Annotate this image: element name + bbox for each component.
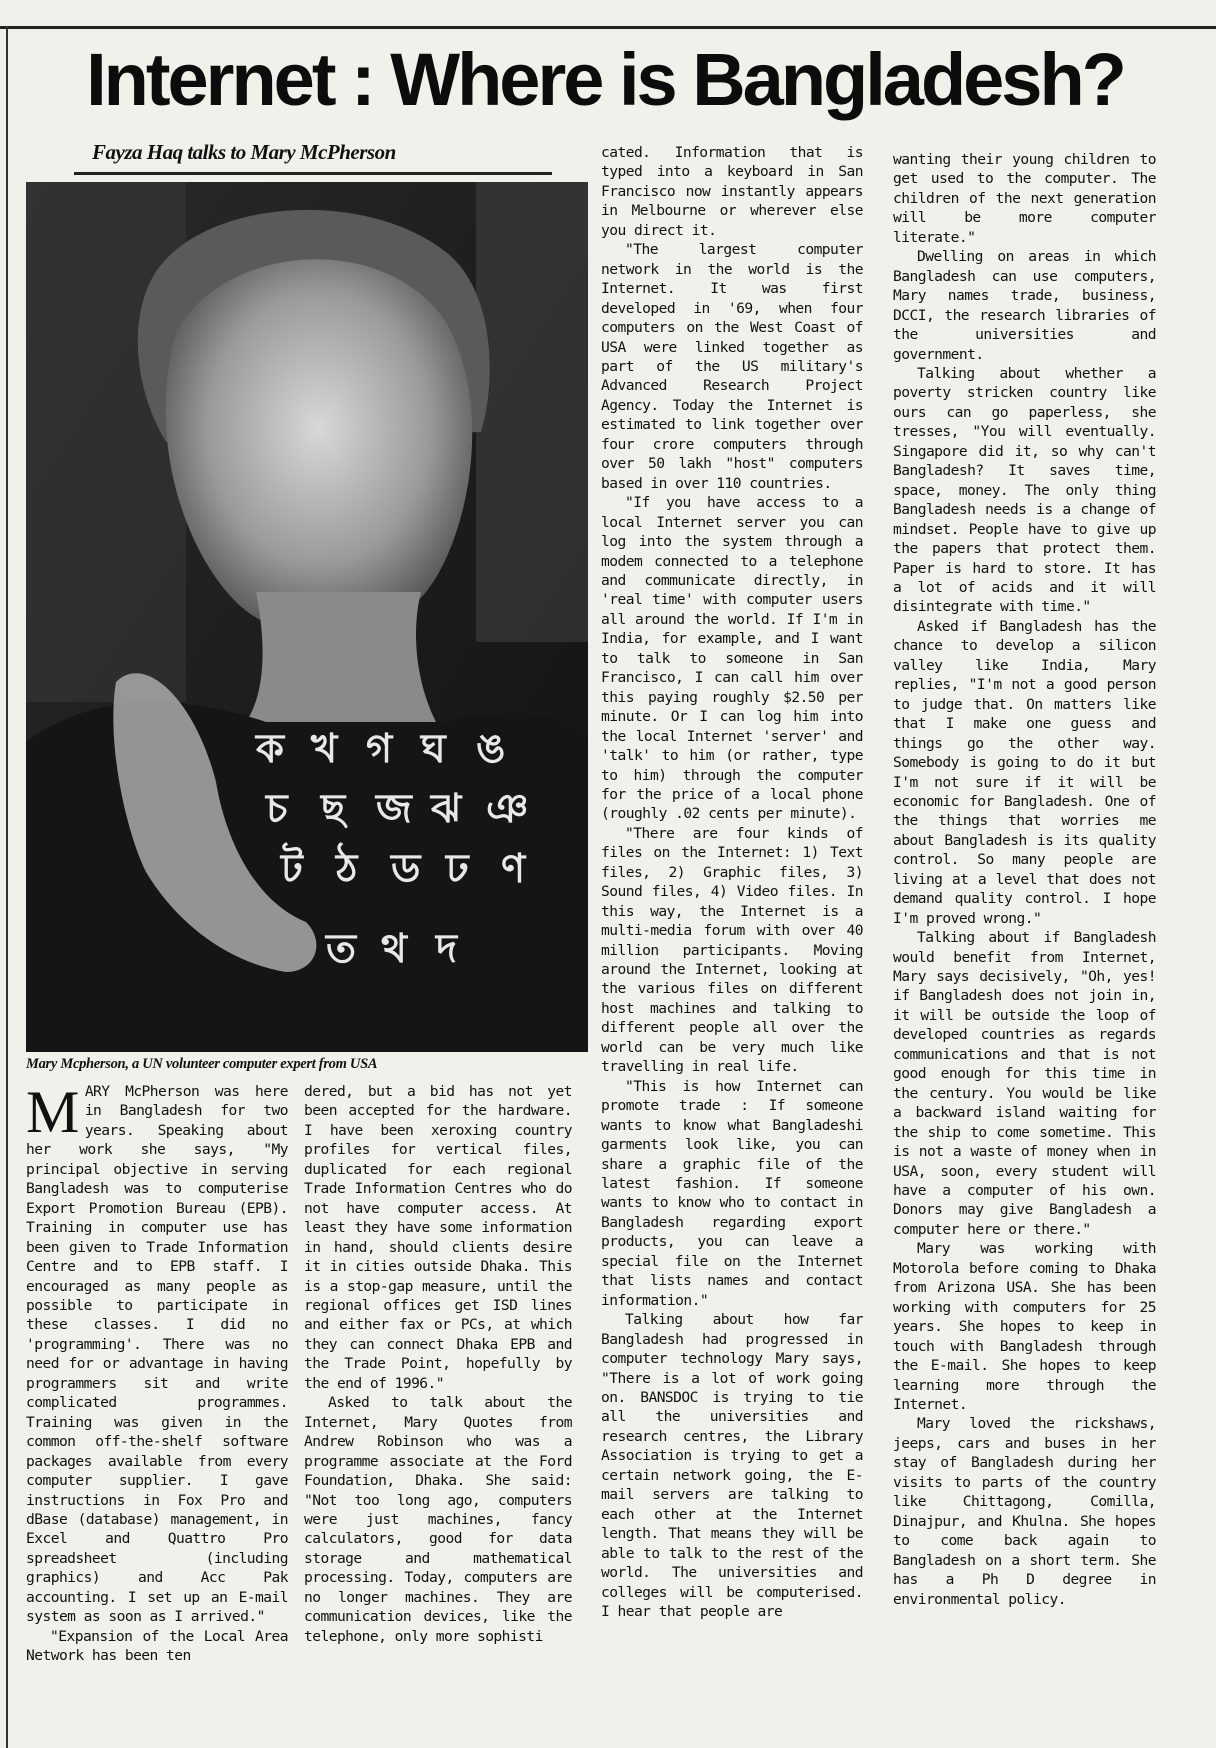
paragraph-1-text: ARY McPherson was here in Bangladesh for two years. Speaking about her work she says, "My principal objective in serving Bangladesh was to computerise Export Promotion Bureau (EPB). Training in computer use has been given to Trade Information Centre and to EPB staff. I encouraged as many people as possible to participate in these classes. I did no 'programming'. There was no need for or advantage in having programmers sit and write complicated programmes. Training was given in the common off-the-shelf software packages available from every computer supplier. I gave instructions in Fox Pro and dBase (database) management, in Excel and Quattro Pro spreadsheet (including graphics) and Acc Pak accounting. I set up an E-mail system as soon as I arrived." bbox=[26, 1083, 288, 1626]
column-1 bbox=[26, 1079, 288, 1666]
shirt-letter: ট bbox=[281, 846, 303, 892]
paragraph-3-end: cated. Information that is typed into a keyboard in San Francisco now instantly appears in Melbourne or wherever else you direct it. bbox=[601, 144, 863, 239]
portrait-photo bbox=[26, 182, 588, 1052]
paragraph-2 bbox=[26, 1627, 288, 1666]
shirt-letter: ঢ bbox=[446, 846, 469, 892]
shirt-letter: ঞ bbox=[486, 786, 529, 832]
paragraph-1 bbox=[26, 1079, 288, 1627]
shirt-letter: গ bbox=[366, 726, 393, 772]
paragraph-8-start: Talking about how far Bangladesh had progressed in computer technology Mary says, "There is a lot of work going on. BANSDOC is trying to tie all the universities and research centres, the Library Association is trying to get a certain network going, the E-mail servers are talking to each other at the Internet length. That means they will be able to talk to the rest of the world. The universities and colleges will be computerised. I hear that people are bbox=[601, 1311, 863, 1620]
shirt-letter: চ bbox=[266, 786, 288, 832]
photo-caption: Mary Mcpherson, a UN volunteer computer expert from USA bbox=[26, 1056, 378, 1072]
shirt-letter: থ bbox=[381, 926, 407, 972]
paragraph-5: "If you have access to a local Internet server you can log into the system through a modem connected to a telephone and communicate directly, in 'real time' with computer users all around the world. If I'm in India, for example, and I want to talk to someone in San Francisco, I can call him over this paying roughly $2.50 per minute. Or I can log him into the local Internet 'server' and 'talk' to him (or rather, type to him) through the computer for the price of a local phone (roughly .02 cents per minute). bbox=[601, 494, 863, 823]
paragraph-7: "This is how Internet can promote trade : If someone wants to know what Bangladeshi garments look like, you can share a graphic file of the latest fashion. If someone wants to know who to contact in Bangladesh regarding export products, you can leave a special file on the Internet that lists names and contact information." bbox=[601, 1077, 863, 1309]
article-byline: Fayza Haq talks to Mary McPherson bbox=[92, 140, 396, 164]
column-2 bbox=[304, 1082, 572, 1646]
paragraph-14: Mary loved the rickshaws, jeeps, cars and buses in her stay of Bangladesh during her visits to parts of the country like Chittagong, Comilla, Dinajpur, and Khulna. She hopes to come back again to Bangladesh on a short term. She has a Ph D degree in environmental policy. bbox=[893, 1415, 1156, 1608]
paragraph-4: "The largest computer network in the world is the Internet. It was first developed in '69, when four computers on the West Coast of USA were linked together as part of the US military's Advanced Research Project Agency. Today the Internet is estimated to link together over four crore computers through over 50 lakh "host" computers based in over 110 countries. bbox=[601, 241, 863, 492]
paragraph-8 bbox=[601, 1310, 863, 1621]
paragraph-2-start: "Expansion of the Local Area Network has been ten bbox=[26, 1627, 288, 1665]
top-rule bbox=[0, 26, 1216, 29]
article-headline: Internet : Where is Bangladesh? bbox=[86, 38, 1124, 121]
dropcap: M bbox=[26, 1079, 79, 1145]
paragraph-6: "There are four kinds of files on the Internet: 1) Text files, 2) Graphic files, 3) Sound files, 4) Video files. In this way, the Internet is a multi-media forum with over 40 million participants. Moving around the Internet, looking at the various files on different host machines and talking to different people all over the world can be very much like travelling in real life. bbox=[601, 824, 863, 1076]
paragraph-3 bbox=[304, 1393, 572, 1646]
paragraph-10: Talking about whether a poverty stricken country like ours can go paperless, she tresses, "You will eventually. Singapore did it, so why can't Bangladesh? It saves time, space, money. The only thing Bangladesh needs is a change of mindset. People have to give up the papers that protect them. Paper is hard to store. It has a lot of acids and it will disintegrate with time." bbox=[893, 364, 1156, 616]
shirt-letter: খ bbox=[311, 726, 338, 772]
paragraph-3-start: Asked to talk about the Internet, Mary Quotes from Andrew Robinson who was a programme associate at the Ford Foundation, Dhaka. She said: "Not too long ago, computers were just machines, fancy calculators, good for data storage and mathematical processing. Today, computers are no longer machines. They are communication devices, like the telephone, only more sophisti bbox=[304, 1394, 572, 1645]
shirt-letter: ঘ bbox=[421, 726, 446, 772]
paragraph-2-continued bbox=[304, 1082, 572, 1393]
paragraph-13: Mary was working with Motorola before coming to Dhaka from Arizona USA. She has been working with computers for 25 years. She hopes to keep in touch with Bangladesh through the E-mail. She hopes to keep learning more through the Internet. bbox=[893, 1240, 1156, 1413]
shirt-letter: ণ bbox=[501, 846, 526, 892]
shirt-letter: জ bbox=[376, 786, 412, 832]
shirt-letter: ঠ bbox=[336, 846, 358, 892]
paragraph-3-continued bbox=[601, 143, 863, 240]
paragraph-9: Dwelling on areas in which Bangladesh can use computers, Mary names trade, business, DCCI, the research libraries of the universities and government. bbox=[893, 248, 1156, 363]
shirt-letter: ড bbox=[391, 846, 421, 892]
paragraph-8-continued bbox=[893, 150, 1156, 247]
shirt-letter: দ bbox=[436, 926, 458, 972]
shirt-letter: ঙ bbox=[476, 726, 506, 772]
shirt-letter: ঝ bbox=[431, 786, 462, 832]
left-column-rule bbox=[6, 26, 8, 1748]
column-3 bbox=[601, 143, 863, 1621]
paragraph-12: Talking about if Bangladesh would benefit from Internet, Mary says decisively, "Oh, yes! if Bangladesh does not join in, it will be outside the loop of developed countries as regards communications and that is not good enough for this time in the century. You would be like a backward island waiting for the ship to come sometime. This is not a waste of money when in USA, soon, every student will have a computer of his own. Donors may give Bangladesh a computer here or there." bbox=[893, 929, 1156, 1238]
column-4 bbox=[893, 150, 1156, 1609]
shirt-letter: ত bbox=[326, 926, 357, 972]
shirt-letter: ছ bbox=[321, 786, 346, 832]
paragraph-11: Asked if Bangladesh has the chance to develop a silicon valley like India, Mary replies, "I'm not a good person to judge that. On matters like that I make one guess and things go the other way. Somebody is going to do it but I'm not sure if it will be economic for Bangladesh. One of the things that worries me about Bangladesh is its quality control. So many people are living at a level that does not demand quality control. I hope I'm proved wrong." bbox=[893, 617, 1156, 927]
paragraph-2-end: dered, but a bid has not yet been accepted for the hardware. I have been xeroxing country profiles for vertical files, duplicated for each regional Trade Information Centres who do not have computer access. At least they have some information in hand, should clients desire it in cities outside Dhaka. This is a stop-gap measure, until the regional offices get ISD lines and either fax or PCs, at which they can connect Dhaka EPB and the Trade Point, hopefully by the end of 1996." bbox=[304, 1083, 572, 1392]
byline-rule bbox=[74, 172, 552, 175]
shirt-letter: ক bbox=[256, 726, 284, 772]
paragraph-8-end: wanting their young children to get used to the computer. The children of the next generation will be more computer literate." bbox=[893, 151, 1156, 246]
